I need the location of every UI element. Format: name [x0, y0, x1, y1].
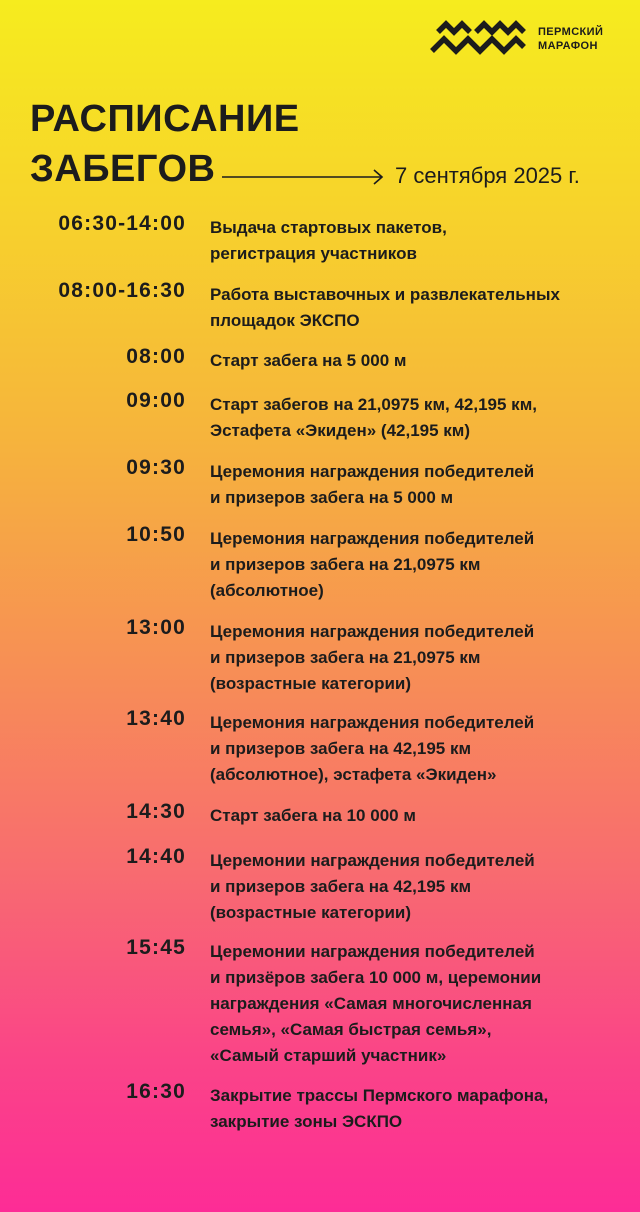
schedule-time: 08:00	[126, 345, 186, 368]
schedule-time: 10:50	[126, 523, 186, 546]
schedule-description: Церемонии награждения победителей и призёров забега 10 000 м, церемонии награждения «Самая многочисленная семья», «Самая быстрая семья», «Самый старший участник»	[210, 942, 542, 1065]
schedule-time: 13:00	[126, 616, 186, 639]
schedule-description: Старт забега на 5 000 м	[210, 351, 407, 370]
logo	[430, 18, 620, 58]
schedule-description: Церемония награждения победителей и призеров забега на 21,0975 км (возрастные категории)	[210, 622, 535, 693]
schedule-time: 08:00-16:30	[58, 279, 186, 302]
schedule-time: 09:00	[126, 389, 186, 412]
title-line-1: РАСПИСАНИЕ	[30, 98, 300, 140]
logo-text	[538, 25, 603, 53]
schedule-time: 06:30-14:00	[58, 212, 186, 235]
schedule-description: Закрытие трассы Пермского марафона, закрытие зоны ЭСКПО	[210, 1086, 549, 1131]
arrow-right-icon	[222, 167, 386, 187]
logo-line-2: МАРАФОН	[538, 40, 598, 52]
event-date: 7 сентября 2025 г.	[395, 163, 580, 188]
schedule-time: 14:30	[126, 800, 186, 823]
logo-line-1: ПЕРМСКИЙ	[538, 26, 604, 38]
schedule-description: Церемония награждения победителей и призеров забега на 21,0975 км (абсолютное)	[210, 529, 535, 600]
schedule-description: Церемония награждения победителей и призеров забега на 5 000 м	[210, 462, 535, 507]
schedule-time: 16:30	[126, 1080, 186, 1103]
schedule-description: Старт забегов на 21,0975 км, 42,195 км, Эстафета «Экиден» (42,195 км)	[210, 395, 537, 440]
perm-ornament-icon	[430, 18, 526, 58]
schedule-description: Выдача стартовых пакетов, регистрация участников	[210, 218, 447, 263]
schedule-description: Церемонии награждения победителей и призеров забега на 42,195 км (возрастные категории)	[210, 851, 535, 922]
schedule-description: Церемония награждения победителей и призеров забега на 42,195 км (абсолютное), эстафета «Экиден»	[210, 713, 535, 784]
schedule-description: Работа выставочных и развлекательных площадок ЭКСПО	[210, 285, 560, 330]
schedule-time: 14:40	[126, 845, 186, 868]
schedule-time: 09:30	[126, 456, 186, 479]
schedule-time: 13:40	[126, 707, 186, 730]
schedule-time: 15:45	[126, 936, 186, 959]
title-line-2: ЗАБЕГОВ	[30, 148, 216, 190]
schedule-description: Старт забега на 10 000 м	[210, 806, 416, 825]
